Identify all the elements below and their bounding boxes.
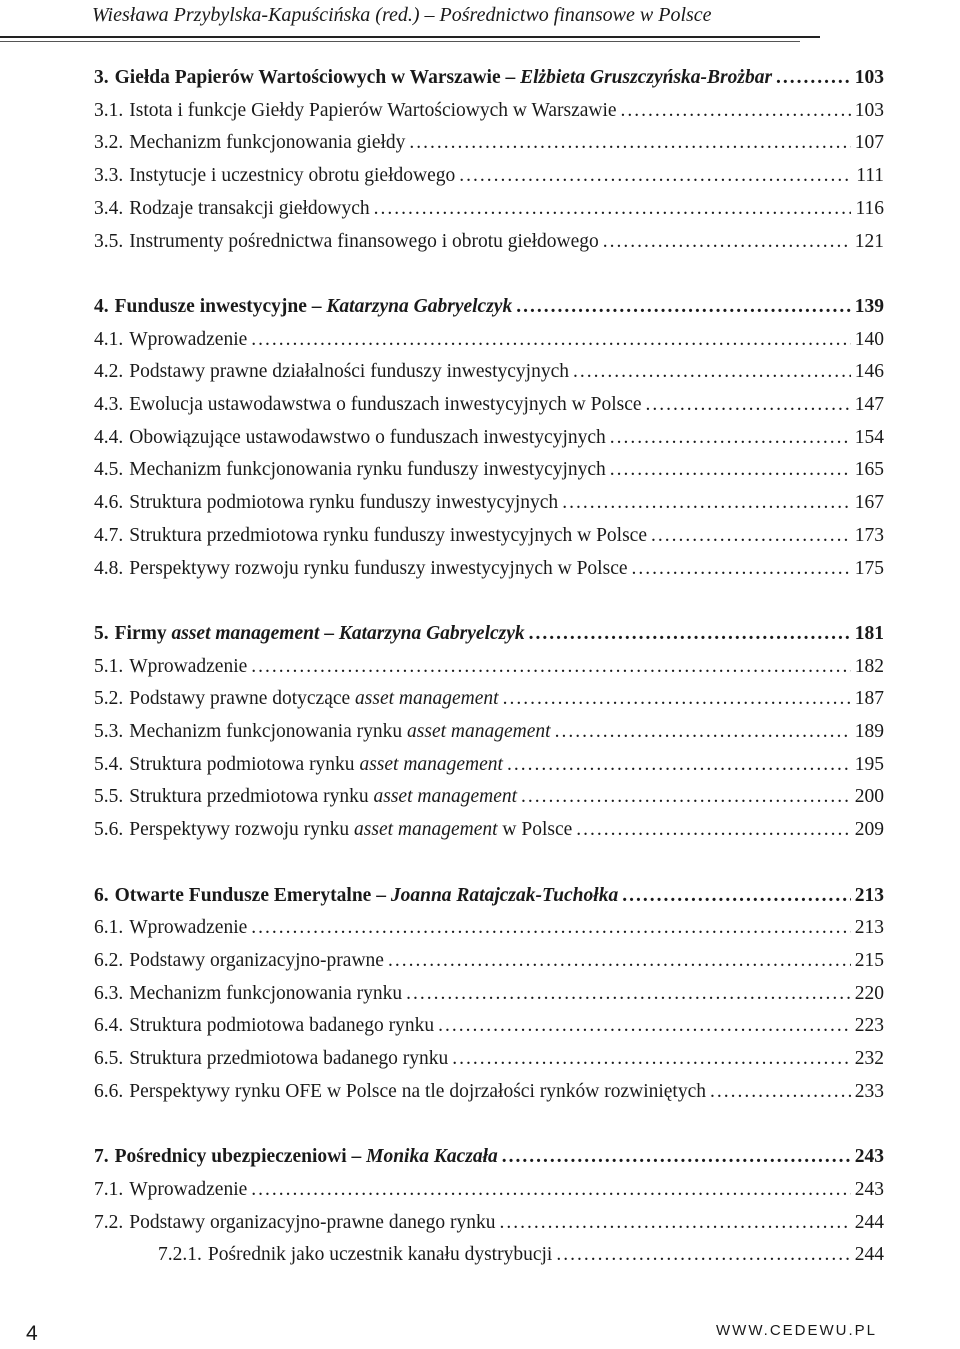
running-header: Wiesława Przybylska-Kapuścińska (red.) – Pośrednictwo finansowe w Polsce (92, 4, 712, 26)
toc-title: Rodzaje transakcji giełdowych (129, 197, 370, 219)
toc-chapter (94, 293, 884, 321)
toc-section (94, 358, 884, 386)
toc-number: 4.5. (94, 459, 124, 481)
toc-page: 121 (854, 230, 884, 252)
toc-page: 146 (854, 361, 884, 383)
toc-leader-dots (651, 522, 851, 550)
toc-page: 139 (854, 295, 884, 317)
toc-section (94, 522, 884, 550)
toc-number: 5.6. (94, 819, 124, 841)
toc-number: 6. (94, 884, 109, 906)
toc-title-italic: asset management (359, 753, 503, 775)
toc-title: Struktura przedmiotowa rynku funduszy inwestycyjnych w Polsce (129, 524, 647, 546)
toc-number: 4.3. (94, 394, 124, 415)
toc-number: 5. (94, 622, 109, 644)
toc-leader-dots (251, 1176, 850, 1204)
toc-leader-dots (621, 97, 851, 125)
toc-leader-dots (521, 783, 851, 811)
toc-title: Podstawy organizacyjno-prawne danego rynku (129, 1211, 496, 1233)
toc-title: Instytucje i uczestnicy obrotu giełdowego (129, 165, 456, 187)
toc-title: Perspektywy rozwoju rynku asset management w Polsce (129, 819, 573, 841)
toc-number: 3.1. (94, 99, 124, 121)
toc-page: 189 (854, 721, 884, 742)
toc-number: 5.2. (94, 688, 124, 710)
toc-number: 4.2. (94, 361, 124, 383)
toc-number: 5.4. (94, 753, 124, 775)
toc-page: 103 (854, 67, 884, 88)
toc-title: Struktura przedmiotowa rynku asset management (129, 786, 518, 808)
toc-leader-dots (438, 1012, 851, 1040)
toc-section (94, 228, 884, 256)
toc-number: 3.4. (94, 197, 124, 219)
toc-section (94, 424, 884, 452)
toc-page: 232 (854, 1048, 884, 1069)
toc-number: 6.5. (94, 1048, 124, 1069)
toc-number: 5.5. (94, 786, 124, 808)
toc-title: Mechanizm funkcjonowania giełdy (129, 132, 406, 154)
toc-title: Giełda Papierów Wartościowych w Warszawie – Elżbieta Gruszczyńska-Brożbar (114, 67, 773, 88)
toc-leader-dots (562, 489, 851, 517)
toc-number: 6.2. (94, 949, 124, 971)
toc-page: 195 (854, 753, 884, 775)
toc-section (94, 783, 884, 811)
toc-number: 7.1. (94, 1178, 124, 1200)
toc-page: 213 (854, 917, 884, 939)
toc-page: 154 (854, 426, 884, 448)
toc-section (94, 555, 884, 583)
toc-title: Perspektywy rynku OFE w Polsce na tle dojrzałości rynków rozwiniętych (129, 1080, 707, 1102)
toc-chapter (94, 882, 884, 910)
toc-title: Fundusze inwestycyjne – Katarzyna Gabryelczyk (114, 295, 513, 317)
toc-number: 4.1. (94, 328, 124, 350)
toc-leader-dots (556, 1241, 850, 1269)
toc-leader-dots (576, 816, 850, 844)
toc-page: 209 (854, 819, 884, 841)
toc-section (94, 1012, 884, 1040)
toc-number: 5.3. (94, 721, 124, 742)
header-rule (0, 36, 820, 38)
toc-page: 187 (854, 688, 884, 710)
toc-leader-dots (374, 195, 852, 223)
toc-page: 223 (854, 1015, 884, 1037)
toc-page: 116 (855, 197, 884, 219)
toc-number: 4.7. (94, 524, 124, 546)
toc-number: 4.6. (94, 492, 124, 514)
toc-page: 147 (854, 394, 884, 415)
toc-section (94, 653, 884, 681)
toc-title: Podstawy organizacyjno-prawne (129, 949, 384, 971)
toc-leader-dots (388, 947, 851, 975)
toc-title: Istota i funkcje Giełdy Papierów Wartościowych w Warszawie (129, 99, 617, 121)
toc-leader-dots (632, 555, 851, 583)
toc-title-italic: asset management (171, 622, 320, 644)
toc-title: Struktura podmiotowa rynku funduszy inwestycyjnych (129, 492, 559, 514)
toc-leader-dots (529, 620, 851, 648)
toc-page: 233 (854, 1080, 884, 1102)
toc-page: 103 (854, 99, 884, 121)
toc-section (94, 1176, 884, 1204)
toc-section (94, 97, 884, 125)
toc-number: 4.4. (94, 426, 124, 448)
toc-number: 3.5. (94, 230, 124, 252)
toc-page: 175 (854, 557, 884, 579)
toc-section (94, 947, 884, 975)
toc-title: Ewolucja ustawodawstwa o funduszach inwestycyjnych w Polsce (129, 394, 642, 415)
toc-leader-dots (507, 751, 851, 779)
toc-page: 182 (854, 655, 884, 677)
toc-chapter (94, 620, 884, 648)
toc-title: Instrumenty pośrednictwa finansowego i obrotu giełdowego (129, 230, 599, 252)
toc-section (94, 1209, 884, 1237)
toc-title: Mechanizm funkcjonowania rynku (129, 982, 403, 1004)
toc-title: Wprowadzenie (129, 1178, 248, 1200)
toc-title: Mechanizm funkcjonowania rynku funduszy inwestycyjnych (129, 459, 606, 481)
toc-page: 173 (854, 524, 884, 546)
toc-page: 140 (854, 328, 884, 350)
toc-number: 7.2. (94, 1211, 124, 1233)
toc-title: Pośrednicy ubezpieczeniowi – Monika Kaczała (114, 1146, 498, 1168)
toc-number: 3.3. (94, 165, 124, 187)
toc-author: Katarzyna Gabryelczyk (326, 295, 513, 317)
toc-page: 167 (854, 492, 884, 514)
toc-number: 7.2.1. (158, 1244, 202, 1266)
toc-title-italic: asset management (354, 819, 498, 841)
toc-title-italic: asset management (407, 721, 551, 742)
toc-title: Struktura podmiotowa badanego rynku (129, 1015, 435, 1037)
toc-leader-dots (776, 64, 851, 92)
toc-leader-dots (573, 358, 851, 386)
toc-title: Wprowadzenie (129, 655, 248, 677)
toc-title: Obowiązujące ustawodawstwo o funduszach inwestycyjnych (129, 426, 606, 448)
toc-title: Pośrednik jako uczestnik kanału dystrybucji (207, 1244, 553, 1266)
toc-leader-dots (251, 914, 850, 942)
toc-author: Joanna Ratajczak-Tuchołka (390, 884, 619, 906)
toc-page: 244 (854, 1211, 884, 1233)
toc-leader-dots (646, 391, 851, 419)
toc-author: Elżbieta Gruszczyńska-Brożbar (520, 67, 773, 88)
toc-section (94, 816, 884, 844)
toc-leader-dots (622, 882, 851, 910)
toc-leader-dots (610, 424, 851, 452)
toc-section (94, 914, 884, 942)
toc-number: 4.8. (94, 557, 124, 579)
toc-leader-dots (459, 162, 852, 190)
toc-number: 6.1. (94, 917, 124, 939)
toc-leader-dots (406, 980, 851, 1008)
toc-title-italic: asset management (373, 786, 518, 808)
toc-chapter (94, 1143, 884, 1171)
toc-chapter (94, 64, 884, 92)
toc-page: 244 (854, 1244, 884, 1266)
toc-title: Wprowadzenie (129, 328, 248, 350)
toc-section (94, 980, 884, 1008)
toc-title-italic: asset management (355, 688, 499, 710)
toc-title: Podstawy prawne działalności funduszy inwestycyjnych (129, 361, 569, 383)
toc-number: 5.1. (94, 655, 124, 677)
toc-leader-dots (555, 718, 851, 746)
toc-section (94, 751, 884, 779)
toc-page: 200 (854, 786, 884, 808)
toc-number: 4. (94, 295, 109, 317)
toc-page: 107 (854, 132, 884, 154)
toc-leader-dots (610, 456, 851, 484)
toc-section (94, 1045, 884, 1073)
toc-title: Struktura przedmiotowa badanego rynku (129, 1048, 449, 1069)
toc-title: Otwarte Fundusze Emerytalne – Joanna Ratajczak-Tuchołka (114, 884, 619, 906)
header-rule-thin (0, 41, 800, 42)
toc-page: 111 (856, 165, 884, 187)
toc-section (94, 195, 884, 223)
toc-page: 213 (854, 884, 884, 906)
toc-author: Katarzyna Gabryelczyk (338, 622, 525, 644)
toc-section (94, 129, 884, 157)
toc-leader-dots (503, 685, 851, 713)
toc-section (94, 685, 884, 713)
toc-number: 3. (94, 67, 109, 88)
toc-title: Perspektywy rozwoju rynku funduszy inwestycyjnych w Polsce (129, 557, 628, 579)
toc-section (158, 1241, 884, 1269)
toc-number: 3.2. (94, 132, 124, 154)
toc-leader-dots (500, 1209, 851, 1237)
page-number: 4 (26, 1322, 38, 1345)
publisher-website: WWW.CEDEWU.PL (716, 1322, 877, 1339)
toc-title: Podstawy prawne dotyczące asset management (129, 688, 499, 710)
toc-title: Struktura podmiotowa rynku asset management (129, 753, 503, 775)
toc-page: 181 (854, 622, 884, 644)
toc-section (94, 456, 884, 484)
toc-number: 6.3. (94, 982, 124, 1004)
toc-leader-dots (409, 129, 850, 157)
toc-section (94, 1078, 884, 1106)
toc-leader-dots (502, 1143, 851, 1171)
toc-leader-dots (251, 326, 850, 354)
toc-page: 243 (854, 1178, 884, 1200)
toc-title: Wprowadzenie (129, 917, 248, 939)
toc-leader-dots (452, 1045, 851, 1073)
toc-page: 243 (854, 1146, 884, 1168)
toc-section (94, 391, 884, 419)
toc-leader-dots (710, 1078, 851, 1106)
toc-number: 6.4. (94, 1015, 124, 1037)
toc-section (94, 718, 884, 746)
toc-page: 220 (854, 982, 884, 1004)
toc-page: 165 (854, 459, 884, 481)
toc-author: Monika Kaczała (366, 1146, 498, 1168)
toc-number: 7. (94, 1146, 109, 1168)
toc-section (94, 326, 884, 354)
toc-leader-dots (516, 293, 851, 321)
toc-title: Firmy asset management – Katarzyna Gabryelczyk (114, 622, 525, 644)
toc-leader-dots (251, 653, 850, 681)
toc-leader-dots (603, 228, 851, 256)
toc-page: 215 (854, 949, 884, 971)
toc-section (94, 162, 884, 190)
toc-title: Mechanizm funkcjonowania rynku asset management (129, 721, 551, 742)
toc-section (94, 489, 884, 517)
toc-number: 6.6. (94, 1080, 124, 1102)
